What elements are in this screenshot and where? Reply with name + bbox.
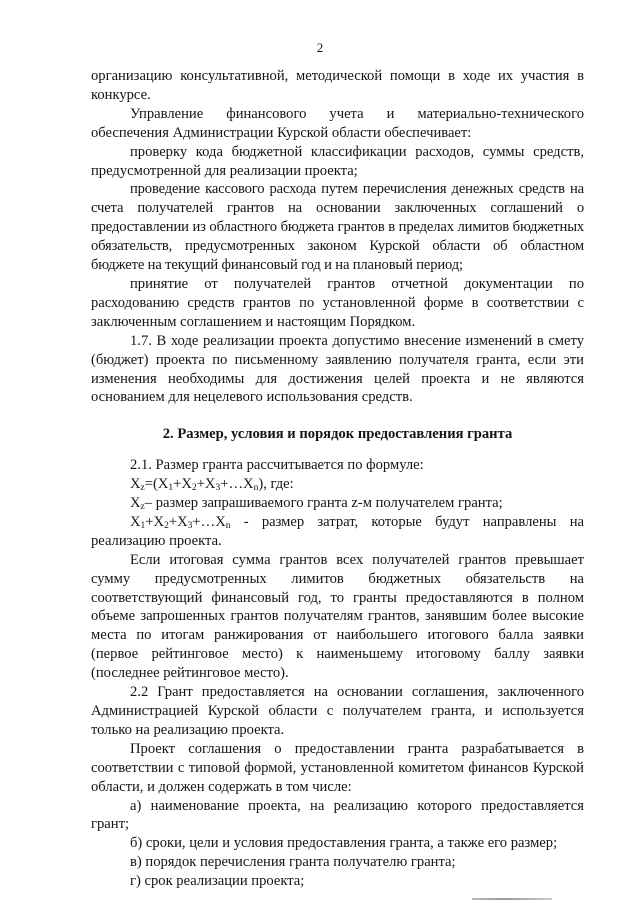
list-item-c: в) порядок перечисления гранта получателю гранта;	[130, 854, 456, 871]
section-heading-2: 2. Размер, условия и порядок предоставления гранта	[162, 426, 513, 443]
formula-definition-sum: $X_1+X_2+X_3+\dots X_n$ - размер затрат, которые будут направлены на реализацию проекта.	[91, 513, 584, 549]
list-item-a: а) наименование проекта, на реализацию которого предоставляется грант;	[91, 797, 584, 833]
paragraph-1-7: 1.7. В ходе реализации проекта допустимо внесение изменений в смету (бюджет) проекта по письменному заявлению получателя гранта, если эти изменения необходимы для достижения целей проекта и не являются основанием для нецелевого использования средств.	[91, 332, 584, 406]
page-number: 2	[316, 40, 324, 55]
paragraph-2-1: 2.1. Размер гранта рассчитывается по формуле:	[130, 457, 424, 474]
paragraph-2-2: 2.2 Грант предоставляется на основании соглашения, заключенного Администрацией Курской области с получателем гранта, и используется только на реализацию проекта.	[91, 684, 584, 738]
paragraph-finance-department: Управление финансового учета и материально-технического обеспечения Администрации Курской области обеспечивает:	[91, 105, 584, 141]
scan-artifact	[472, 898, 552, 900]
paragraph-reporting: принятие от получателей грантов отчетной документации по расходованию средств грантов по установленной форме в соответствии с заключенным соглашением и настоящим Порядком.	[91, 275, 584, 330]
list-item-d: г) срок реализации проекта;	[130, 873, 305, 890]
paragraph-cash-expense: проведение кассового расхода путем перечисления денежных средств на счета получателей грантов на основании заключенных соглашений о предоставлении из областного бюджета грантов в пределах лимитов бюджетных обязательств, предусмотренных законом Курской области об областном бюджете на текущий финансовый год и на плановый период;	[91, 181, 584, 274]
paragraph-limits: Если итоговая сумма грантов всех получателей грантов превышает сумму предусмотренных лимитов бюджетных обязательств на соответствующий финансовый год, то гранты предоставляются в полном объеме запрошенных грантов получателям грантов, занявшим более высокие места по итогам ранжирования от наибольшего итогового балла заявки (первое рейтинговое место) к наименьшему итоговому баллу заявки (последнее рейтинговое место).	[91, 551, 584, 682]
paragraph-agreement-draft: Проект соглашения о предоставлении гранта разрабатывается в соответствии с типовой формой, установленной комитетом финансов Курской области, и должен содержать в том числе:	[91, 740, 584, 795]
document-body	[91, 67, 584, 891]
list-item-b: б) сроки, цели и условия предоставления гранта, а также его размер;	[130, 835, 558, 852]
paragraph-consulting: организацию консультативной, методической помощи в ходе их участия в конкурсе.	[91, 68, 584, 103]
formula-line: $X_z=(X_1+X_2+X_3+\dots X_n)$, где:	[130, 476, 294, 494]
formula-definition-xz: $X_z-$ размер запрашиваемого гранта z-м получателем гранта;	[130, 495, 503, 513]
paragraph-code-check: проверку кода бюджетной классификации расходов, суммы средств, предусмотренной для реализации проекта;	[91, 143, 584, 179]
